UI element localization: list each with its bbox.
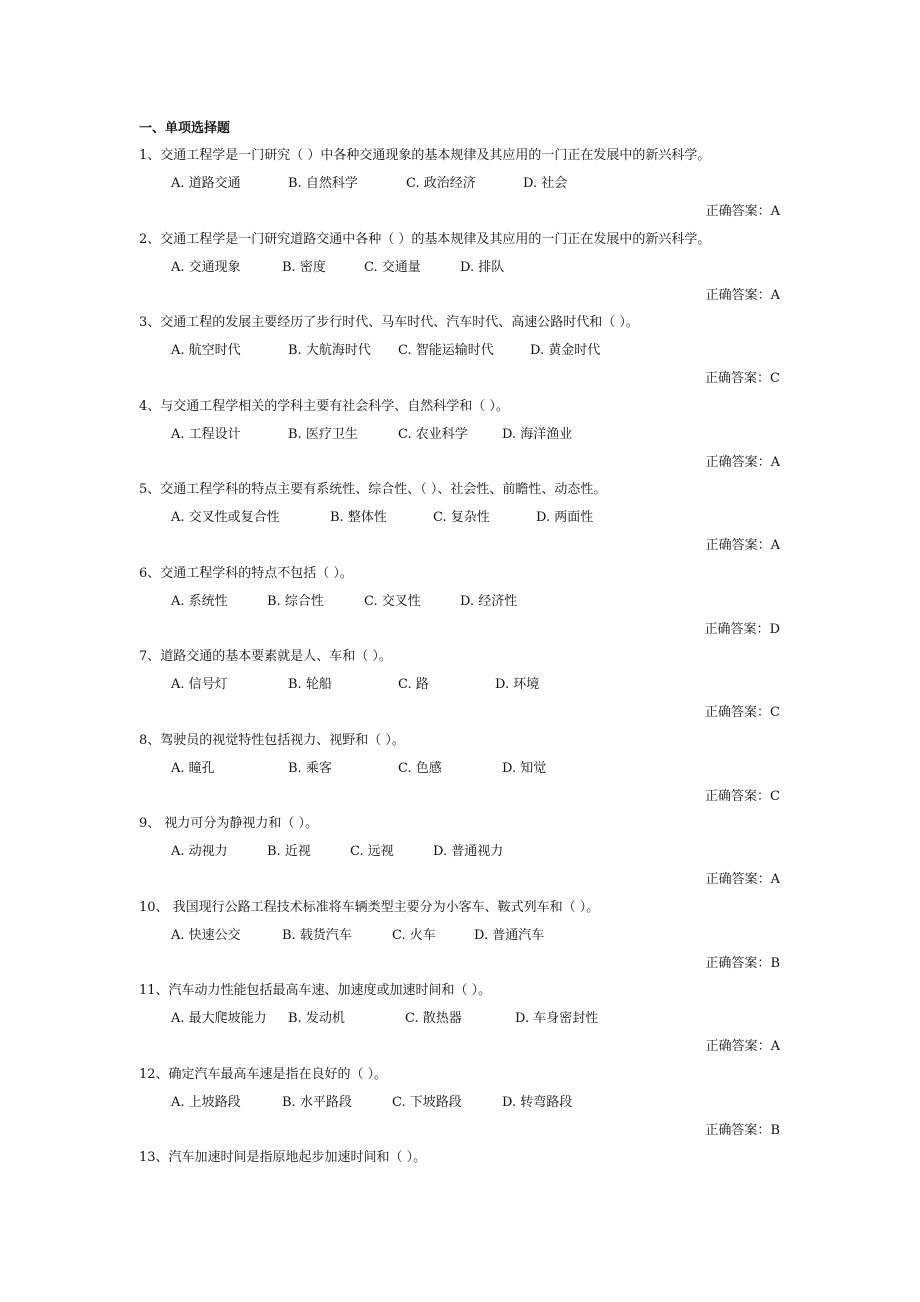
correct-answer: [706, 287, 780, 305]
question-stem: 11、汽车动力性能包括最高车速、加速度或加速时间和（ ）。: [139, 983, 492, 998]
answer-label: 正确答案：: [705, 1039, 771, 1054]
option-a: A. 最大爬坡能力: [171, 1011, 267, 1026]
option-d: D. 环境: [495, 677, 540, 692]
answer-value: A: [770, 872, 780, 887]
option-b: B. 发动机: [288, 1011, 345, 1026]
question-options: [171, 593, 771, 611]
answer-value: A: [770, 204, 780, 219]
correct-answer: [705, 955, 780, 973]
question-options: [171, 426, 771, 444]
section-title: 一、单项选择题: [139, 121, 231, 136]
answer-label: 正确答案：: [705, 872, 771, 887]
question-options: [171, 927, 771, 945]
correct-answer: [706, 1038, 780, 1056]
option-c: C. 色感: [398, 760, 442, 776]
answer-label: 正确答案：: [705, 955, 771, 971]
correct-answer: [705, 621, 780, 639]
option-a: A. 信号灯: [171, 677, 228, 692]
question-item: [139, 398, 789, 482]
option-a: A. 瞳孔: [171, 760, 215, 776]
answer-value: A: [770, 287, 780, 303]
question-item: [139, 982, 789, 1066]
question-item: [139, 565, 789, 649]
question-stem: 2、交通工程学是一门研究道路交通中各种（ ）的基本规律及其应用的一门正在发展中的新兴科学。: [139, 231, 711, 247]
option-a: A. 工程设计: [171, 426, 241, 442]
question-options: [171, 509, 771, 527]
question-stem: 6、交通工程学科的特点不包括（ ）。: [139, 565, 353, 581]
question-options: [171, 1010, 771, 1028]
question-item: [139, 815, 789, 899]
option-d: D. 普通汽车: [474, 927, 545, 943]
question-options: [171, 259, 771, 277]
correct-answer: [706, 203, 780, 221]
correct-answer: [705, 704, 780, 722]
option-b: B. 综合性: [267, 593, 324, 609]
option-a: A. 动视力: [171, 844, 228, 859]
question-stem: 5、交通工程学科的特点主要有系统性、综合性、（ ）、社会性、前瞻性、动态性。: [139, 482, 607, 497]
question-item: [139, 481, 789, 565]
question-item: [139, 314, 789, 398]
question-options: [171, 175, 771, 193]
answer-value: B: [770, 1122, 780, 1138]
option-b: B. 载货汽车: [282, 927, 352, 943]
answer-label: 正确答案：: [705, 454, 771, 470]
option-b: B. 轮船: [288, 677, 332, 692]
correct-answer: [705, 788, 780, 806]
option-a: A. 系统性: [171, 593, 228, 609]
option-b: B. 乘客: [288, 760, 332, 776]
answer-label: 正确答案：: [705, 538, 771, 553]
correct-answer: [706, 454, 780, 472]
option-c: C. 政治经济: [406, 176, 476, 191]
answer-value: A: [770, 454, 780, 470]
option-d: D. 黄金时代: [530, 343, 601, 358]
question-stem: 10、 我国现行公路工程技术标准将车辆类型主要分为小客车、鞍式列车和（ ）。: [139, 899, 600, 915]
option-c: C. 交通量: [364, 259, 421, 275]
answer-label: 正确答案：: [705, 1122, 771, 1138]
answer-label: 正确答案：: [705, 705, 771, 720]
question-item: [139, 231, 789, 315]
question-stem: 12、确定汽车最高车速是指在良好的（ ）。: [139, 1066, 388, 1082]
question-item: [139, 147, 789, 231]
answer-value: A: [770, 538, 780, 553]
option-d: D. 排队: [460, 259, 505, 275]
question-stem: 9、 视力可分为静视力和（ ）。: [139, 816, 319, 831]
question-options: [171, 342, 771, 360]
option-d: D. 普通视力: [433, 844, 504, 859]
answer-value: B: [770, 955, 780, 971]
question-options: [171, 676, 771, 694]
correct-answer: [706, 537, 780, 555]
question-item: [139, 1149, 789, 1233]
option-b: B. 近视: [267, 844, 311, 859]
option-b: B. 密度: [282, 259, 326, 275]
option-c: C. 交叉性: [364, 593, 421, 609]
question-stem: 8、驾驶员的视觉特性包括视力、视野和（ ）。: [139, 732, 405, 748]
question-options: [171, 1094, 771, 1112]
option-c: C. 下坡路段: [392, 1094, 462, 1110]
option-a: A. 交叉性或复合性: [171, 510, 280, 525]
option-d: D. 海洋渔业: [502, 426, 573, 442]
option-a: A. 道路交通: [171, 176, 241, 191]
option-a: A. 航空时代: [171, 343, 241, 358]
question-stem: 13、汽车加速时间是指原地起步加速时间和（ ）。: [139, 1150, 427, 1165]
answer-label: 正确答案：: [705, 788, 771, 804]
question-stem: 4、与交通工程学相关的学科主要有社会科学、自然科学和（ ）。: [139, 398, 509, 414]
option-b: B. 水平路段: [282, 1094, 352, 1110]
correct-answer: [706, 871, 780, 889]
question-stem: 7、道路交通的基本要素就是人、车和（ ）。: [139, 649, 392, 664]
question-item: [139, 648, 789, 732]
option-d: D. 经济性: [460, 593, 518, 609]
option-a: A. 上坡路段: [171, 1094, 241, 1110]
option-d: D. 转弯路段: [502, 1094, 573, 1110]
answer-label: 正确答案：: [704, 621, 770, 637]
answer-label: 正确答案：: [705, 287, 771, 303]
option-d: D. 知觉: [502, 760, 547, 776]
option-b: B. 自然科学: [288, 176, 358, 191]
option-d: D. 两面性: [536, 510, 594, 525]
option-b: B. 整体性: [330, 510, 387, 525]
option-c: C. 路: [398, 677, 429, 692]
question-options: [171, 843, 771, 861]
option-c: C. 农业科学: [398, 426, 468, 442]
question-stem: 1、交通工程学是一门研究（ ）中各种交通现象的基本规律及其应用的一门正在发展中的新兴科学。: [139, 148, 711, 163]
answer-value: A: [770, 1039, 780, 1054]
option-a: A. 交通现象: [171, 259, 241, 275]
answer-label: 正确答案：: [705, 371, 771, 386]
answer-label: 正确答案：: [705, 204, 771, 219]
option-c: C. 智能运输时代: [398, 343, 494, 358]
option-c: C. 复杂性: [433, 510, 490, 525]
question-item: [139, 732, 789, 816]
option-c: C. 散热器: [405, 1011, 462, 1026]
correct-answer: [705, 370, 780, 388]
option-a: A. 快速公交: [171, 927, 241, 943]
option-b: B. 医疗卫生: [288, 426, 358, 442]
option-c: C. 远视: [350, 844, 394, 859]
question-item: [139, 1066, 789, 1150]
option-d: D. 车身密封性: [515, 1011, 599, 1026]
answer-value: C: [770, 788, 780, 804]
option-b: B. 大航海时代: [288, 343, 371, 358]
question-item: [139, 899, 789, 983]
answer-value: C: [770, 371, 780, 386]
option-c: C. 火车: [392, 927, 436, 943]
correct-answer: [705, 1122, 780, 1140]
answer-value: D: [769, 621, 780, 637]
question-options: [171, 760, 771, 778]
option-d: D. 社会: [523, 176, 568, 191]
question-stem: 3、交通工程的发展主要经历了步行时代、马车时代、汽车时代、高速公路时代和（ ）。: [139, 315, 639, 330]
answer-value: C: [770, 705, 780, 720]
